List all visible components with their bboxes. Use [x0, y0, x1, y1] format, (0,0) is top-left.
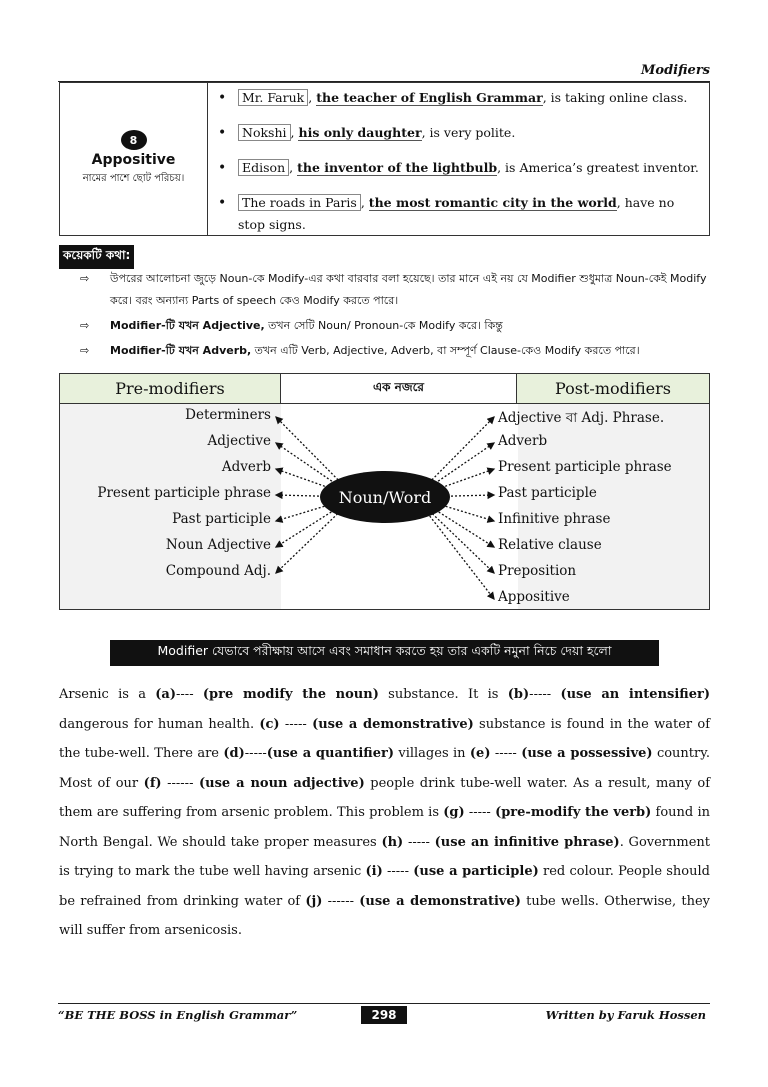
passage-bold-segment: (d)	[223, 746, 245, 761]
example-appositive: his only daughter	[298, 125, 422, 140]
example-rest: , is very polite.	[421, 125, 516, 140]
passage-segment: people drink tube-well water. As a result, many of them are suffering from arsenic problem. This problem is	[59, 775, 711, 820]
passage-bold-segment: (use an intensifier)	[560, 687, 711, 702]
arrow-icon: ⇨	[80, 272, 90, 285]
passage-segment: tube wells. Otherwise, they will suffer from arsenicosis.	[59, 893, 711, 938]
passage-bold-segment: (use a demonstrative)	[312, 716, 474, 732]
note-item	[80, 340, 714, 362]
note-text: তখন এটি Verb, Adjective, Adverb, বা সম্পূর্ণ Clause-কেও Modify করতে পারে।	[251, 344, 640, 357]
post-modifier-item: Adjective বা Adj. Phrase.	[498, 410, 665, 426]
pre-modifier-item: Determiners	[185, 407, 271, 423]
example-appositive: the teacher of English Grammar	[316, 90, 543, 105]
passage-segment: found in North Bengal. We should take proper measures	[59, 805, 710, 850]
example-rest: , is taking online class.	[542, 90, 688, 105]
page-number: 298	[361, 1006, 407, 1024]
post-modifier-item: Infinitive phrase	[498, 511, 611, 527]
passage-bold-segment: (pre-modify the verb)	[495, 805, 652, 820]
notes-heading: কয়েকটি কথা:	[59, 245, 134, 269]
appositive-label: Appositive	[91, 152, 176, 168]
passage-bold-segment: (use an infinitive phrase)	[434, 834, 620, 850]
example-appositive: the most romantic city in the world	[368, 195, 617, 210]
example-appositive: the inventor of the lightbulb	[297, 160, 498, 175]
author-credit: Written by Faruk Hossen	[545, 1008, 706, 1022]
passage-segment: -----	[382, 864, 414, 879]
pre-modifier-item: Past participle	[172, 511, 271, 527]
appositive-examples	[208, 83, 709, 235]
passage-bold-segment: (e)	[469, 746, 491, 761]
center-noun-word: Noun/Word	[320, 471, 450, 523]
passage-segment: dangerous for human health.	[59, 716, 260, 732]
passage-bold-segment: (b)	[507, 687, 530, 702]
passage-segment: -----	[464, 805, 496, 820]
arrow-icon: ⇨	[80, 344, 90, 357]
pre-modifier-item: Adverb	[221, 459, 271, 475]
footer-divider	[58, 1003, 710, 1004]
note-bold: Modifier-টি যখন Adjective,	[110, 319, 265, 332]
post-modifier-item: Adverb	[498, 433, 548, 449]
passage-bold-segment: (a)	[155, 687, 177, 702]
example-rest: , have no stop signs.	[238, 195, 675, 232]
passage-segment: -----	[244, 746, 267, 761]
passage-bold-segment: (i)	[365, 864, 383, 879]
post-modifier-item: Relative clause	[498, 537, 602, 553]
passage-bold-segment: (pre modify the noun)	[202, 687, 379, 702]
passage-bold-segment: (j)	[305, 893, 323, 909]
passage-segment: -----	[403, 834, 435, 850]
post-modifier-item: Past participle	[498, 485, 597, 501]
passage-segment: ------	[161, 775, 199, 791]
note-bold: Modifier-টি যখন Adverb,	[110, 344, 252, 357]
pre-modifier-item: Compound Adj.	[165, 563, 271, 579]
page-header-title: Modifiers	[641, 63, 710, 78]
example-subject: Mr. Faruk	[238, 89, 308, 106]
passage-bold-segment: (g)	[443, 805, 465, 820]
passage-segment: red colour. People should be refrained from drinking water of	[59, 864, 710, 909]
example-banner: Modifier যেভাবে পরীক্ষায় আসে এবং সমাধান করতে হয় তার একটি নমুনা নিচে দেয়া হলো	[110, 640, 659, 666]
modifier-diagram	[59, 373, 710, 610]
example-subject: Edison	[238, 159, 289, 176]
passage-segment: -----	[490, 746, 522, 761]
passage-segment: ------	[322, 893, 360, 909]
passage-segment: substance. It is	[378, 687, 508, 702]
passage-bold-segment: (use a noun adjective)	[199, 775, 365, 791]
passage-bold-segment: (use a possessive)	[521, 746, 653, 761]
note-item	[80, 268, 714, 312]
example-subject: Nokshi	[238, 124, 291, 141]
at-a-glance-title: এক নজরে	[281, 374, 517, 403]
passage-segment: -----	[279, 716, 313, 732]
passage-bold-segment: (c)	[259, 716, 280, 732]
note-item	[80, 315, 714, 337]
example-rest: , is America’s greatest inventor.	[497, 160, 699, 175]
note-text: তখন সেটি Noun/ Pronoun-কে Modify করে। কিন্তু	[264, 319, 503, 332]
passage-segment: substance is found in the water of the tube-well. There are	[59, 716, 711, 761]
example-comma: ,	[290, 125, 295, 140]
passage-segment: -----	[529, 687, 561, 702]
pre-modifiers-title: Pre-modifiers	[60, 374, 281, 403]
passage-segment: . Government is trying to mark the tube well having arsenic	[59, 834, 711, 879]
passage-bold-segment: (h)	[381, 834, 404, 850]
example-comma: ,	[308, 90, 313, 105]
passage-segment: ----	[176, 687, 203, 702]
note-text: উপরের আলোচনা জুড়ে Noun-কে Modify-এর কথা বারবার বলা হয়েছে। তার মানে এই নয় যে Modifier শুধুমাত্র Noun-কেই Modify করে। বরং অন্যান্য Parts of speech কেও Modify করতে পারে।	[110, 272, 707, 307]
example-sentence	[238, 87, 701, 109]
arrow-icon: ⇨	[80, 319, 90, 332]
passage-segment: villages in	[393, 746, 470, 761]
passage-bold-segment: (use a demonstrative)	[359, 893, 521, 909]
passage-segment: Arsenic is a	[59, 687, 156, 702]
pre-modifier-item: Adjective	[207, 433, 271, 449]
exercise-passage	[59, 680, 710, 946]
post-modifier-item: Preposition	[498, 563, 577, 579]
example-comma: ,	[289, 160, 294, 175]
appositive-table	[59, 82, 710, 236]
appositive-subtitle: নামের পাশে ছোট পরিচয়।	[82, 173, 185, 184]
pre-modifier-item: Present participle phrase	[97, 485, 271, 501]
passage-segment: country. Most of our	[59, 746, 710, 791]
passage-bold-segment: (use a quantifier)	[266, 746, 394, 761]
example-sentence	[238, 157, 701, 179]
example-sentence	[238, 192, 701, 236]
appositive-label-cell	[60, 83, 208, 235]
passage-bold-segment: (use a participle)	[413, 864, 539, 879]
pre-modifier-item: Noun Adjective	[165, 537, 271, 553]
passage-bold-segment: (f)	[143, 775, 162, 791]
example-subject: The roads in Paris	[238, 194, 361, 211]
post-modifiers-title: Post-modifiers	[517, 374, 709, 403]
book-title: “BE THE BOSS in English Grammar”	[58, 1008, 298, 1022]
post-modifier-item: Present participle phrase	[498, 459, 672, 475]
example-comma: ,	[360, 195, 365, 210]
notes-list	[80, 268, 714, 365]
post-modifier-item: Appositive	[498, 589, 570, 605]
example-sentence	[238, 122, 701, 144]
section-number-badge: 8	[121, 130, 147, 150]
